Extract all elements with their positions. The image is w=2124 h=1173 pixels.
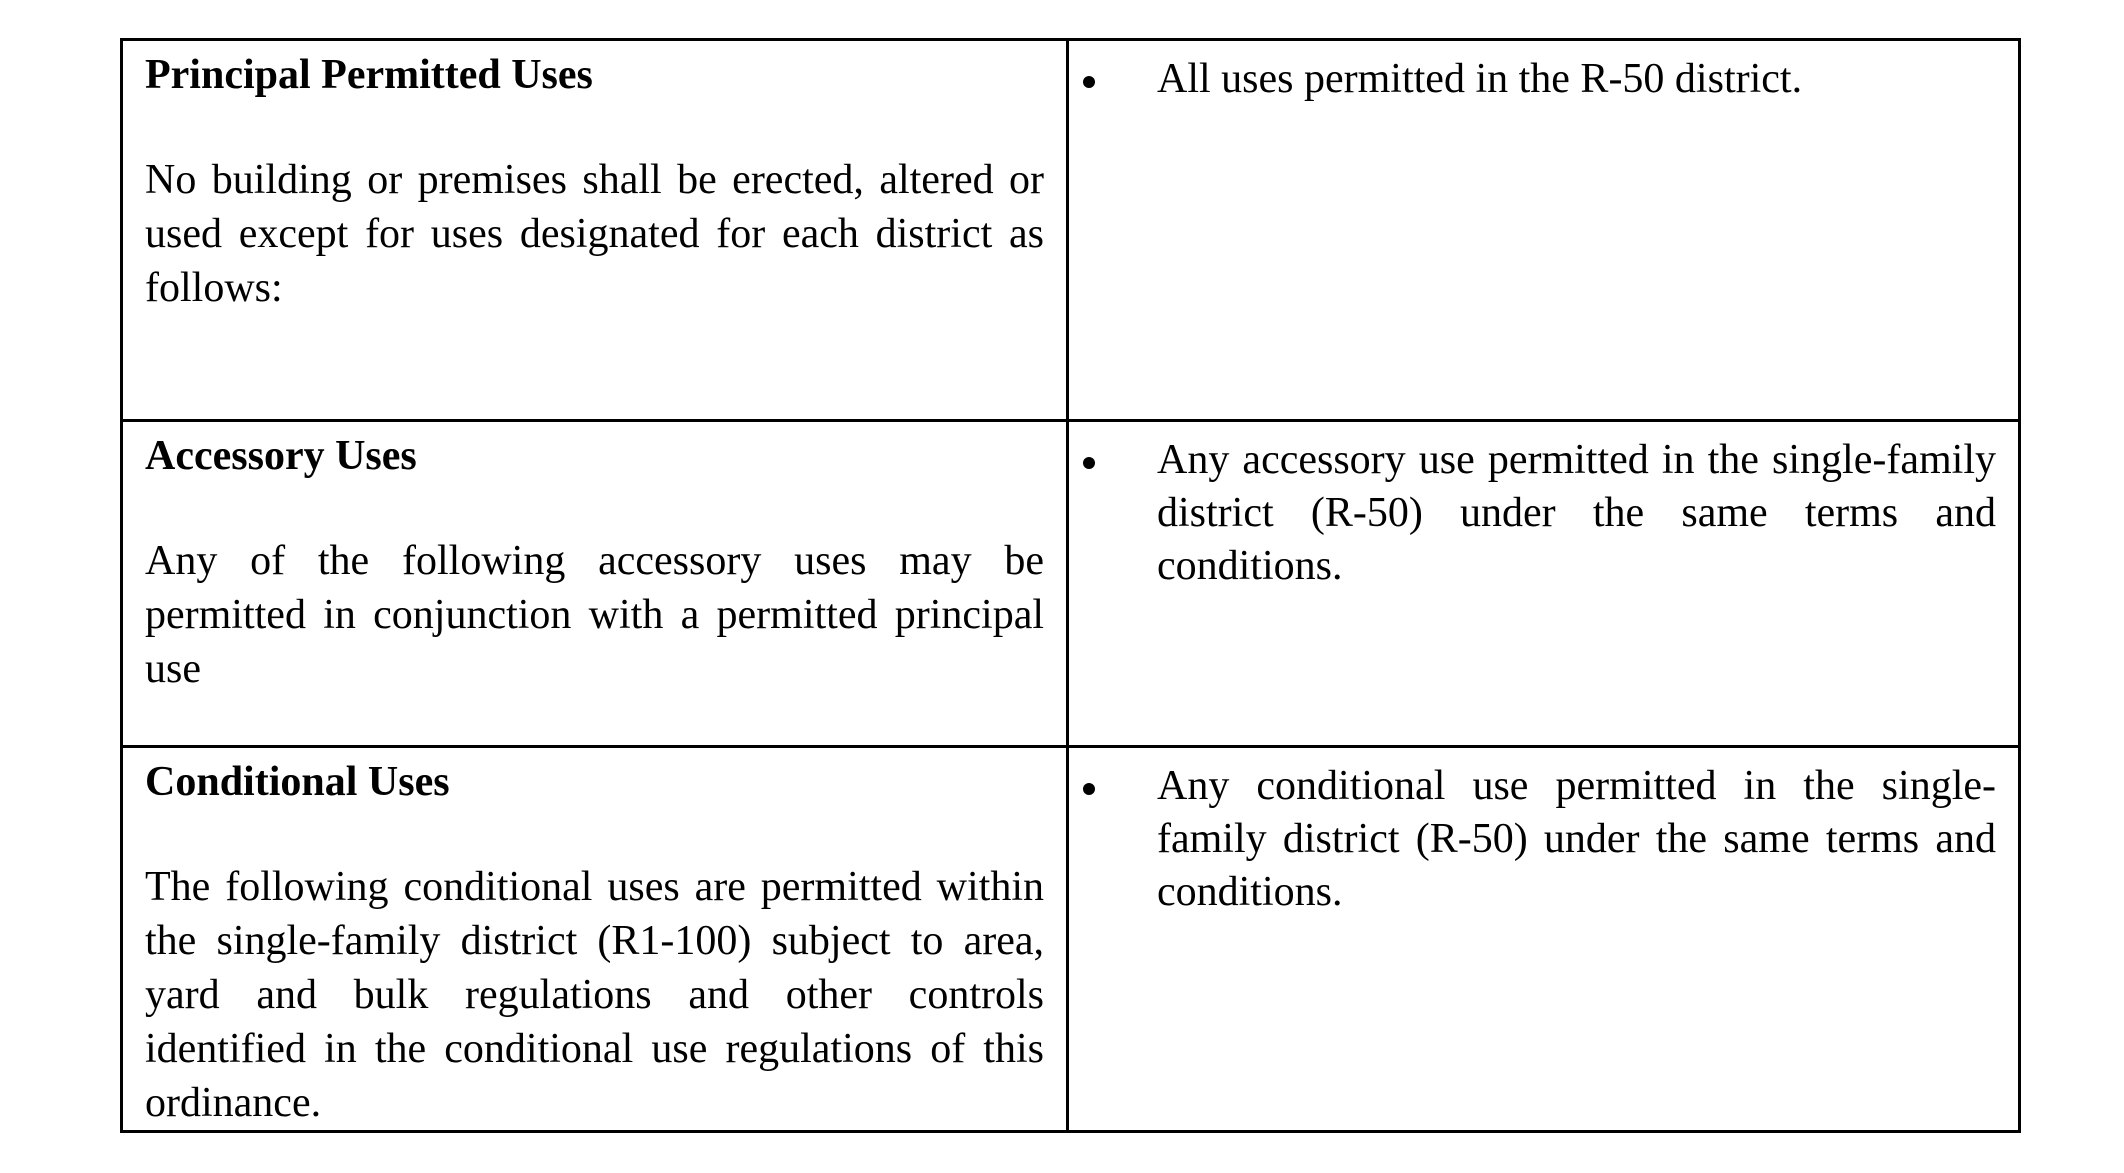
table-row-accessory-uses [122,421,2020,747]
uses-detail-cell [1068,40,2020,421]
table-row-principal-permitted-uses [122,40,2020,421]
uses-detail-cell [1068,421,2020,747]
section-heading-conditional-uses: Conditional Uses [145,759,450,805]
uses-detail-cell [1068,747,2020,1132]
bullet-icon [1069,53,1157,106]
table-row-conditional-uses [122,747,2020,1132]
section-heading-accessory-uses: Accessory Uses [145,433,417,479]
list-item [1069,760,1996,919]
bullet-text: All uses permitted in the R-50 district. [1157,56,1803,102]
section-description: No building or premises shall be erected, altered or used except for uses designated for each district as follows: [145,157,1044,311]
uses-category-cell [122,40,1068,421]
list-item [1069,434,1996,593]
uses-category-cell [122,421,1068,747]
section-description: Any of the following accessory uses may be permitted in conjunction with a permitted principal use [145,538,1044,692]
bullet-text: Any accessory use permitted in the single-family district (R-50) under the same terms and conditions. [1157,437,1996,589]
bullet-icon [1069,434,1157,487]
bullet-icon [1069,760,1157,813]
bullet-text: Any conditional use permitted in the single-family district (R-50) under the same terms and conditions. [1157,763,1996,915]
section-heading-principal-permitted-uses: Principal Permitted Uses [145,52,593,98]
section-description: The following conditional uses are permitted within the single-family district (R1-100) subject to area, yard and bulk regulations and other controls identified in the conditional use regulations of this ordinance. [145,864,1044,1126]
permitted-uses-table [120,38,2021,1133]
list-item [1069,53,1996,106]
uses-category-cell [122,747,1068,1132]
